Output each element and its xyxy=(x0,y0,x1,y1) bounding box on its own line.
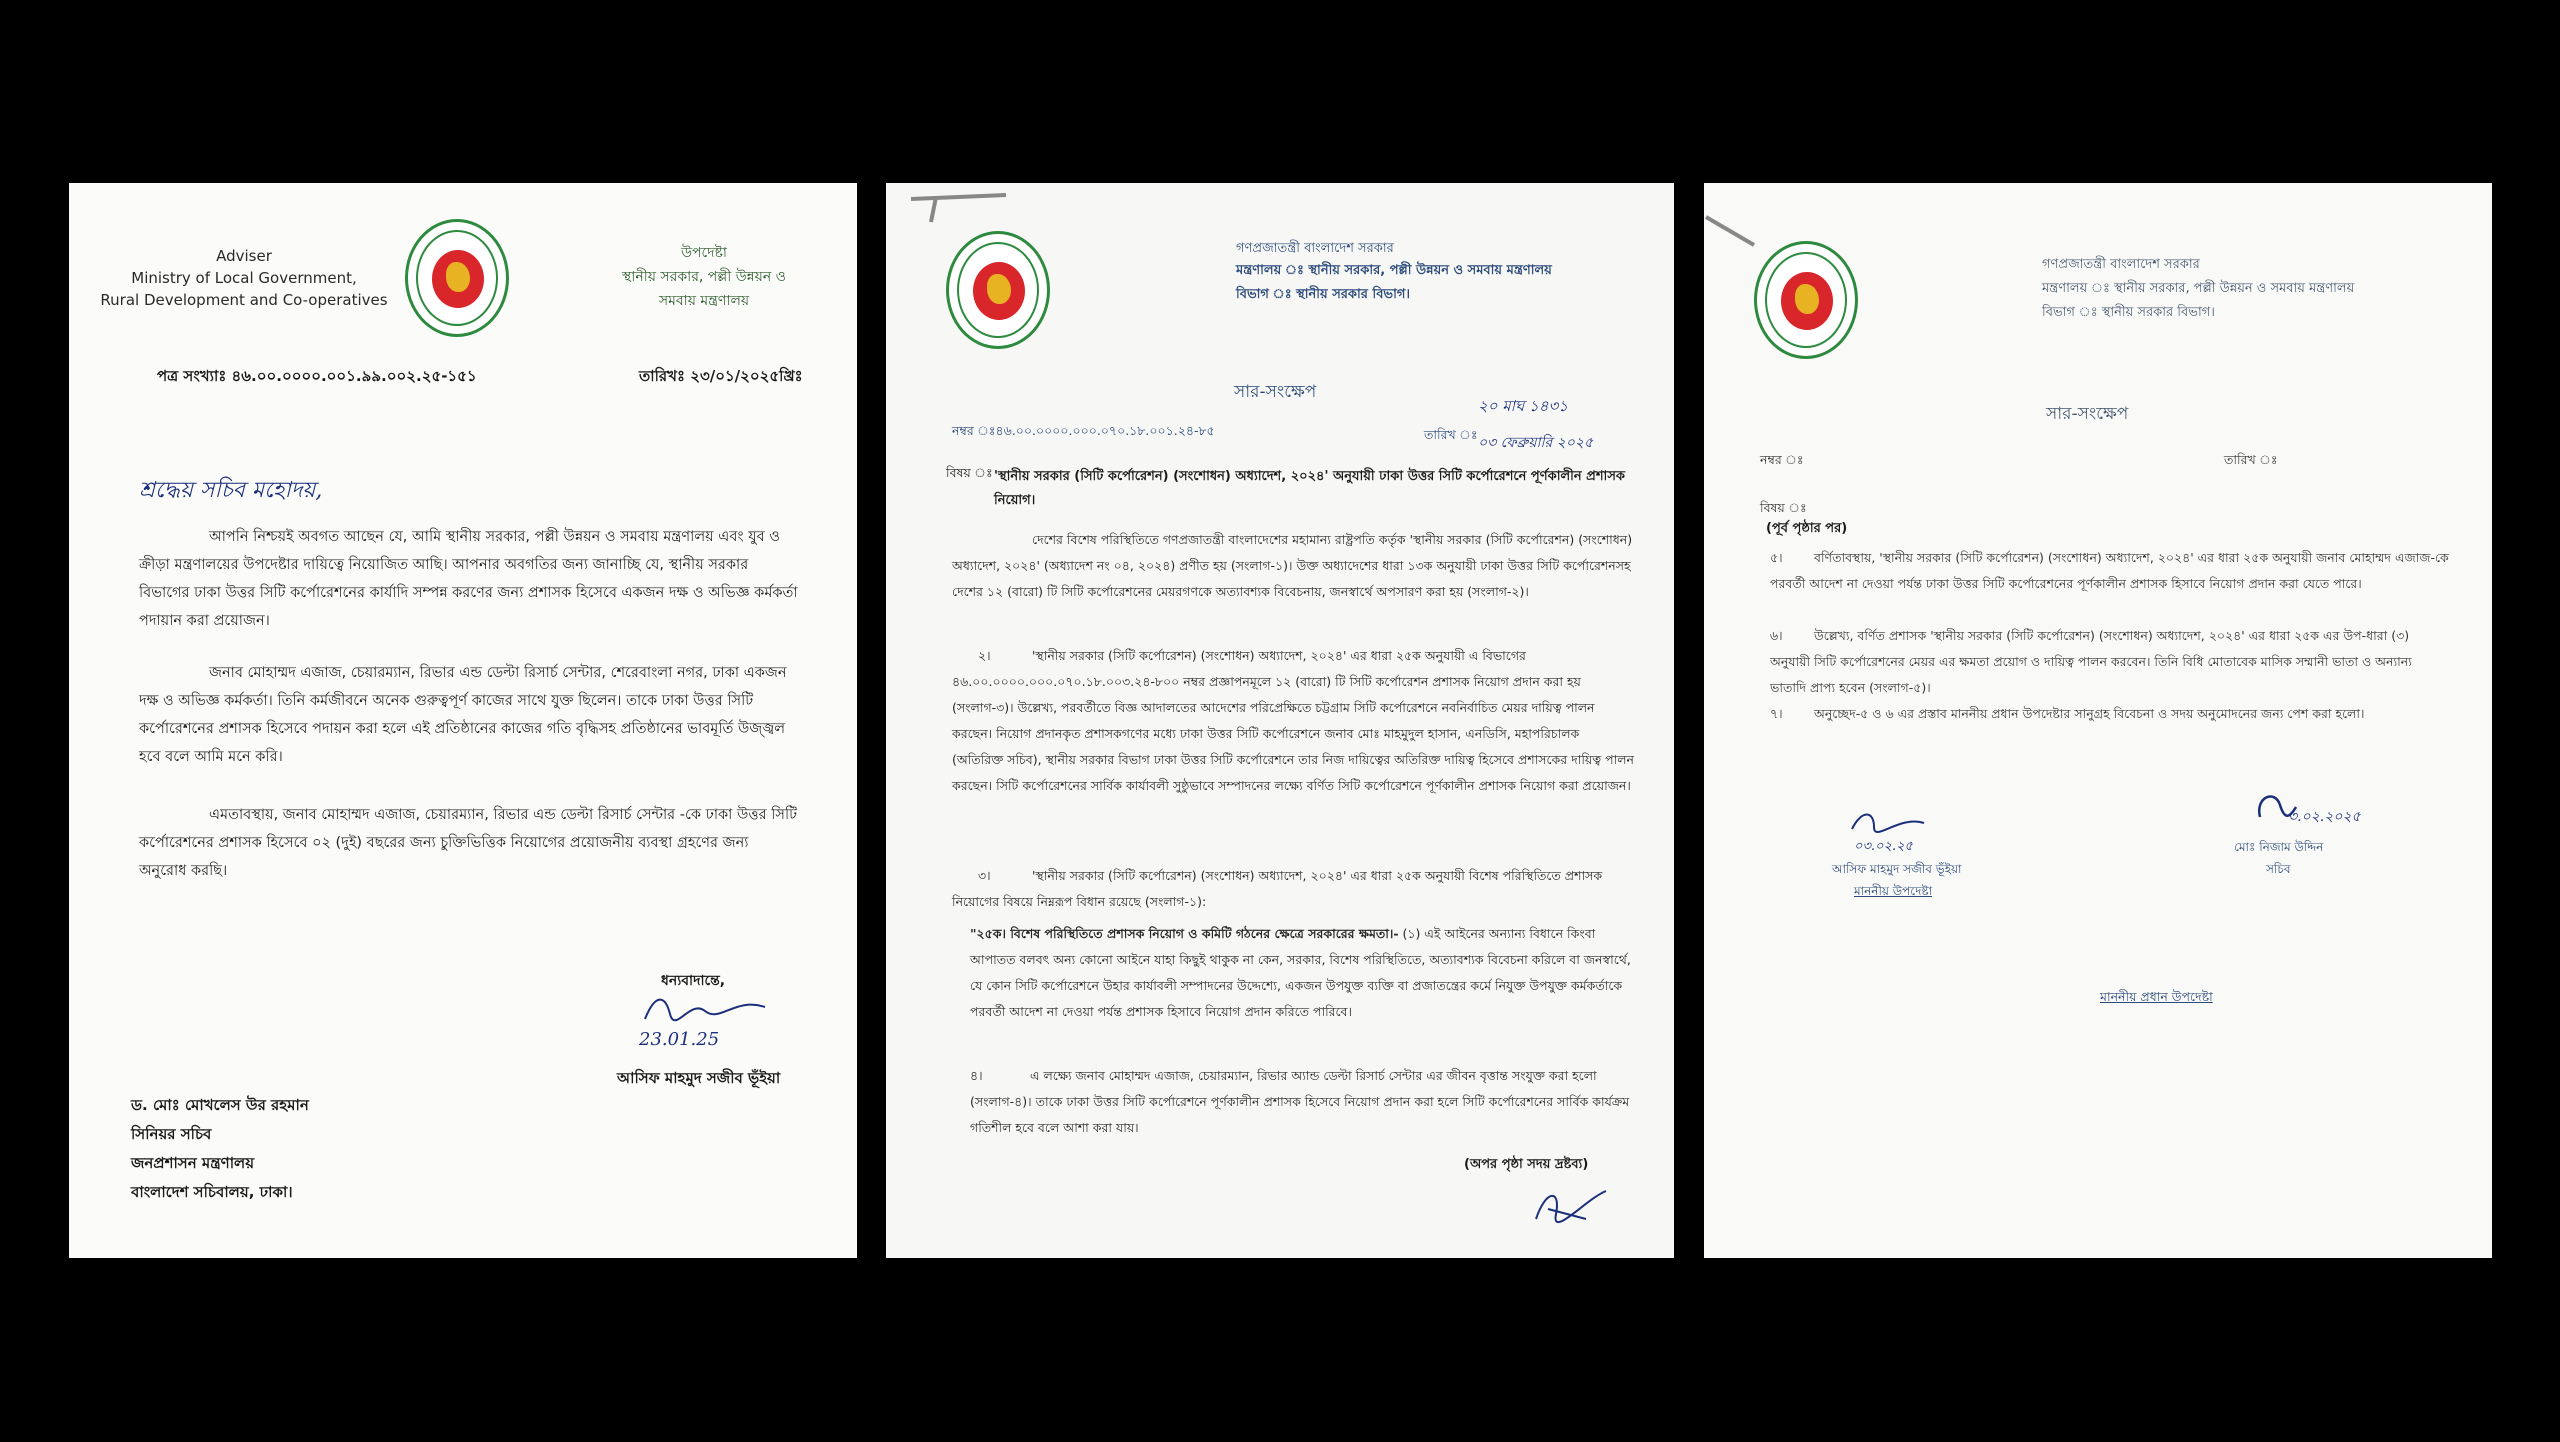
ministry-line: মন্ত্রণালয় ঃ স্থানীয় সরকার, পল্লী উন্নয়ন ও সমবায় মন্ত্রণালয় xyxy=(1236,263,1552,278)
para-number: ৪। xyxy=(970,1068,983,1083)
memo-number: নম্বর ঃ৪৬.০০.০০০০.০০০.০৭০.১৮.০০১.২৪-৮৫ xyxy=(952,423,1215,438)
chief-adviser-label: মাননীয় প্রধান উপদেষ্টা xyxy=(2100,989,2213,1004)
govt-seal-emblem xyxy=(946,231,1050,349)
recipient-line: ড. মোঃ মোখলেস উর রহমান xyxy=(131,1096,309,1114)
date-bangla-handwritten: ২০ মাঘ ১৪৩১ xyxy=(1478,397,1568,415)
quote-heading: "২৫ক। বিশেষ পরিস্থিতিতে প্রশাসক নিয়োগ ও কমিটি গঠনের ক্ষেত্রে সরকারের ক্ষমতা।- xyxy=(970,926,1399,941)
date-label: তারিখ ঃ xyxy=(2224,452,2278,467)
paragraph-2: 'স্থানীয় সরকার (সিটি কর্পোরেশন) (সংশোধন) অধ্যাদেশ, ২০২৪' এর ধারা ২৫ক অনুযায়ী এ বিভাগের ৪৬.০০.০০০০.০০০.০৭০.১৮.০০৩.২৪-৮০০ নম্বর প্রজ্ঞাপনমূলে ১২ (বারো) টি সিটি কর্পোরেশন প্রশাসক নিয়োগ প্রদান করা হয় (সংলাগ-৩)। উল্লেখ্য, পরবর্তীতে বিজ্ঞ আদালতের আদেশের পরিপ্রেক্ষিতে চট্টগ্রাম সিটি কর্পোরেশনে নবনির্বাচিত মেয়র দায়িত্ব পালন করছেন। নিয়োগ প্রদানকৃত প্রশাসকগণের মধ্যে ঢাকা উত্তর সিটি কর্পোরেশনে জনাব মোঃ মাহমুদুল হাসান, এনডিসি, মহাপরিচালক (অতিরিক্ত সচিব), স্থানীয় সরকার বিভাগ ঢাকা উত্তর সিটি কর্পোরেশনে তার নিজ দায়িত্বের অতিরিক্ত দায়িত্ব হিসেবে প্রশাসকের দায়িত্ব পালন করছেন। সিটি কর্পোরেশনের সার্বিক কার্যাবলী সুষ্ঠুভাবে সম্পাদনের লক্ষ্যে বর্ণিত সিটি কর্পোরেশনে পূর্ণকালীন প্রশাসক নিয়োগ করা প্রয়োজন। xyxy=(952,648,1635,793)
signer-name: আসিফ মাহমুদ সজীব ভূঁইয়া xyxy=(1832,862,1962,876)
subject-label: বিষয় ঃ xyxy=(1760,500,1807,515)
header-bangla xyxy=(589,241,819,313)
paragraph-4: এ লক্ষ্যে জনাব মোহাম্মদ এজাজ, চেয়ারম্যান, রিভার অ্যান্ড ডেল্টা রিসার্চ সেন্টার এর জীবন বৃত্তান্ত সংযুক্ত করা হলো (সংলাগ-৪)। তাকে ঢাকা উত্তর সিটি কর্পোরেশনে পূর্ণকালীন প্রশাসক হিসেবে নিয়োগ প্রদান করা হলে সিটি কর্পোরেশনের সার্বিক কার্যক্রম গতিশীল হবে বলে আশা করা যায়। xyxy=(970,1068,1630,1135)
recipient-block xyxy=(131,1091,309,1207)
division-line: বিভাগ ঃ স্থানীয় সরকার বিভাগ। xyxy=(1236,287,1411,302)
header-bn-line: উপদেষ্টা xyxy=(681,245,727,261)
recipient-line: বাংলাদেশ সচিবালয়, ঢাকা। xyxy=(131,1183,293,1201)
paragraph-3: 'স্থানীয় সরকার (সিটি কর্পোরেশন) (সংশোধন) অধ্যাদেশ, ২০২৪' এর ধারা ২৫ক অনুযায়ী বিশেষ পরিস্থিতিতে প্রশাসক নিয়োগের বিষয়ে নিম্নরূপ বিধান রয়েছে (সংলাগ-১): xyxy=(952,868,1603,909)
header-english xyxy=(89,245,399,311)
header-en-line: Rural Development and Co-operatives xyxy=(100,291,388,309)
paper-clip-icon xyxy=(906,187,1016,227)
division-line: বিভাগ ঃ স্থানীয় সরকার বিভাগ। xyxy=(2042,305,2215,320)
govt-name: গণপ্রজাতন্ত্রী বাংলাদেশ সরকার xyxy=(1236,241,1394,256)
signature-date: 23.01.25 xyxy=(639,1029,720,1050)
header-bn-line: স্থানীয় সরকার, পল্লী উন্নয়ন ও xyxy=(622,269,786,285)
para-number: ৫। xyxy=(1770,550,1783,565)
paragraph-1: আপনি নিশ্চয়ই অবগত আছেন যে, আমি স্থানীয় সরকার, পল্লী উন্নয়ন ও সমবায় মন্ত্রণালয় এবং যুব ও ক্রীড়া মন্ত্রণালয়ের উপদেষ্টার দায়িত্বে নিয়োজিত আছি। আপনার অবগতির জন্য জানাচ্ছি যে, স্থানীয় সরকার বিভাগের ঢাকা উত্তর সিটি কর্পোরেশনের কার্যাদি সম্পন্ন করণের জন্য প্রশাসক হিসেবে একজন দক্ষ ও অভিজ্ঞ কর্মকর্তা পদায়ান করা প্রয়োজন। xyxy=(139,529,798,629)
para-number: ৩। xyxy=(978,868,991,883)
summary-title: সার-সংক্ষেপ xyxy=(2046,404,2129,424)
ministry-line: মন্ত্রণালয় ঃ স্থানীয় সরকার, পল্লী উন্নয়ন ও সমবায় মন্ত্রণালয় xyxy=(2042,281,2355,296)
signer-title: মাননীয় উপদেষ্টা xyxy=(1854,884,1933,898)
quote-body: (১) এই আইনের অন্যান্য বিধানে কিংবা আপাতত বলবৎ অন্য কোনো আইনে যাহা কিছুই থাকুক না কেন, সরকার, বিশেষ পরিস্থিতিতে, অত্যাবশ্যক বিবেচনা করিলে বা জনস্বার্থে, যে কোন সিটি কর্পোরেশনে উহার কার্যাবলী সম্পাদনের উদ্দেশ্যে, একজন উপযুক্ত ব্যক্তি বা প্রজাতন্ত্রের কর্মে নিযুক্ত উপযুক্ত কর্মকর্তাকে পরবর্তী আদেশ না দেওয়া পর্যন্ত প্রশাসক হিসাবে নিয়োগ প্রদান করিতে পারিবে। xyxy=(970,926,1631,1019)
initial-signature-mark xyxy=(1526,1179,1626,1231)
signer-name: আসিফ মাহমুদ সজীব ভূঁইয়া xyxy=(617,1069,781,1087)
subject-text: 'স্থানীয় সরকার (সিটি কর্পোরেশন) (সংশোধন) অধ্যাদেশ, ২০২৪' অনুযায়ী ঢাকা উত্তর সিটি কর্পোরেশনে পূর্ণকালীন প্রশাসক নিয়োগ। xyxy=(994,469,1626,508)
paper-clip-icon xyxy=(1704,211,1784,251)
govt-seal-emblem xyxy=(405,219,509,337)
signature-mark xyxy=(1844,807,1944,837)
govt-name: গণপ্রজাতন্ত্রী বাংলাদেশ সরকার xyxy=(2042,257,2200,272)
paragraph-3: এমতাবস্থায়, জনাব মোহাম্মদ এজাজ, চেয়ারম্যান, রিভার এন্ড ডেল্টা রিসার্চ সেন্টার -কে ঢাকা উত্তর সিটি কর্পোরেশনের প্রশাসক হিসেবে ০২ (দুই) বছরের জন্য চুক্তিভিত্তিক নিয়োগের প্রয়োজনীয় ব্যবস্থা গ্রহণের জন্য অনুরোধ করছি। xyxy=(139,807,798,879)
para-number: ৭। xyxy=(1770,706,1783,721)
para-number: ৬। xyxy=(1770,628,1783,643)
paragraph-5: বর্ণিতাবস্থায়, 'স্থানীয় সরকার (সিটি কর্পোরেশন) (সংশোধন) অধ্যাদেশ, ২০২৪' এর ধারা ২৫ক অনুযায়ী জনাব মোহাম্মদ এজাজ-কে পরবর্তী আদেশ না দেওয়া পর্যন্ত ঢাকা উত্তর সিটি কর্পোরেশনের পূর্ণকালীন প্রশাসক হিসাবে নিয়োগ প্রদান করা যেতে পারে। xyxy=(1770,550,2449,591)
header-en-line: Adviser xyxy=(216,247,272,265)
recipient-line: জনপ্রশাসন মন্ত্রণালয় xyxy=(131,1154,255,1172)
govt-seal-emblem xyxy=(1754,241,1858,359)
memo-label: নম্বর ঃ xyxy=(1760,452,1804,467)
paragraph-6: উল্লেখ্য, বর্ণিত প্রশাসক 'স্থানীয় সরকার (সিটি কর্পোরেশন) (সংশোধন) অধ্যাদেশ, ২০২৪' এর ধারা ২৫ক এর উপ-ধারা (৩) অনুযায়ী সিটি কর্পোরেশনের মেয়র এর ক্ষমতা প্রয়োগ ও দায়িত্ব পালন করবেন। তিনি বিধি মোতাবেক মাসিক সম্মানী ভাতা ও অন্যান্য ভাতাদি প্রাপ্য হবেন (সংলাগ-৫)। xyxy=(1770,628,2412,695)
signature-mark xyxy=(635,989,785,1029)
paragraph-2: জনাব মোহাম্মদ এজাজ, চেয়ারম্যান, রিভার এন্ড ডেল্টা রিসার্চ সেন্টার, শেরেবাংলা নগর, ঢাকা একজন দক্ষ ও অভিজ্ঞ কর্মকর্তা। তিনি কর্মজীবনে অনেক গুরুত্বপূর্ণ কাজের সাথে যুক্ত ছিলেন। তাকে ঢাকা উত্তর সিটি কর্পোরেশনের প্রশাসক হিসেবে পদায়ন করা হলে এই প্রতিষ্ঠানের কাজের গতি বৃদ্ধিসহ প্রতিষ্ঠানের ভাবমূর্তি উজ্জ্বল হবে বলে আমি মনে করি। xyxy=(139,665,787,765)
date-label: তারিখ ঃ xyxy=(1424,427,1478,442)
document-page-2 xyxy=(886,183,1674,1258)
summary-title: সার-সংক্ষেপ xyxy=(1234,382,1317,402)
salutation-handwritten: শ্রদ্ধেয় সচিব মহোদয়, xyxy=(139,478,323,503)
date-english: ০৩ ফেব্রুয়ারি ২০২৫ xyxy=(1478,435,1594,451)
recipient-line: সিনিয়র সচিব xyxy=(131,1125,212,1143)
header-bn-line: সমবায় মন্ত্রণালয় xyxy=(658,293,750,309)
please-turn-over: (অপর পৃষ্ঠা সদয় দ্রষ্টব্য) xyxy=(1464,1157,1589,1172)
memo-date: তারিখঃ ২৩/০১/২০২৫খ্রিঃ xyxy=(639,367,803,385)
signer-title: সচিব xyxy=(2266,862,2291,876)
header-en-line: Ministry of Local Government, xyxy=(131,269,357,287)
memo-number: পত্র সংখ্যাঃ ৪৬.০০.০০০০.০০১.৯৯.০০২.২৫-১৫১ xyxy=(157,367,477,385)
para-number: ২। xyxy=(978,648,991,663)
signature-date: ৩.০২.২০২৫ xyxy=(2288,809,2361,825)
subject-label: বিষয় ঃ xyxy=(946,465,993,480)
continued-note: (পূর্ব পৃষ্ঠার পর) xyxy=(1766,521,1848,536)
paragraph-7: অনুচ্ছেদ-৫ ও ৬ এর প্রস্তাব মাননীয় প্রধান উপদেষ্টার সানুগ্রহ বিবেচনা ও সদয় অনুমোদনের জন্য পেশ করা হলো। xyxy=(1814,706,2365,721)
signer-name: মোঃ নিজাম উদ্দিন xyxy=(2234,840,2324,854)
signature-date: ০৩.০২.২৫ xyxy=(1854,839,1913,854)
document-page-3 xyxy=(1704,183,2492,1258)
legal-quote xyxy=(970,921,1634,1025)
intro-paragraph: দেশের বিশেষ পরিস্থিতিতে গণপ্রজাতন্ত্রী বাংলাদেশের মহামান্য রাষ্ট্রপতি কর্তৃক 'স্থানীয় সরকার (সিটি কর্পোরেশন) (সংশোধন) অধ্যাদেশ, ২০২৪' (অধ্যাদেশ নং ০৪, ২০২৪) প্রণীত হয় (সংলাগ-১)। উক্ত অধ্যাদেশের ধারা ১৩ক অনুযায়ী ঢাকা উত্তর সিটি কর্পোরেশনসহ দেশের ১২ (বারো) টি সিটি কর্পোরেশনের মেয়রগণকে অত্যাবশ্যক বিবেচনায়, জনস্বার্থে অপসারণ করা হয় (সংলাগ-২)। xyxy=(952,532,1633,599)
closing-thanks: ধন্যবাদান্তে, xyxy=(661,973,726,989)
document-page-1 xyxy=(69,183,857,1258)
